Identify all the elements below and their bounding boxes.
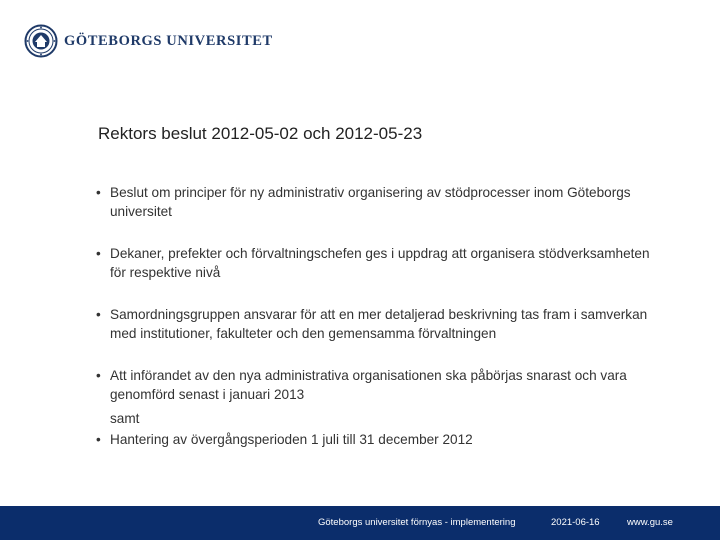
logo-text: GÖTEBORGS UNIVERSITET — [64, 32, 273, 49]
footer-date: 2021-06-16 — [551, 517, 600, 528]
university-logo — [24, 20, 273, 62]
bullet-list — [94, 183, 654, 449]
slide-title: Rektors beslut 2012-05-02 och 2012-05-23 — [98, 124, 423, 143]
bullet-marker: • — [96, 432, 101, 447]
footer-url[interactable]: www.gu.se — [627, 517, 673, 528]
footer-title: Göteborgs universitet förnyas - implementering — [318, 517, 516, 528]
bullet-item — [94, 366, 654, 428]
bullet-continuation: samt — [110, 411, 140, 426]
bullet-marker: • — [96, 368, 101, 383]
bullet-marker: • — [96, 246, 101, 261]
bullet-item — [94, 183, 654, 221]
bullet-text: Dekaner, prefekter och förvaltningschefen ges i uppdrag att organisera stödverksamheten för respektive nivå — [110, 246, 650, 280]
bullet-marker: • — [96, 307, 101, 322]
bullet-marker: • — [96, 185, 101, 200]
bullet-text: Att införandet av den nya administrativa organisationen ska påbörjas snarast och vara genomförd senast i januari 2013 — [110, 368, 627, 402]
bullet-item — [94, 430, 654, 449]
bullet-text: Hantering av övergångsperioden 1 juli till 31 december 2012 — [110, 432, 473, 447]
footer-bar — [0, 506, 720, 540]
bullet-text: Samordningsgruppen ansvarar för att en mer detaljerad beskrivning tas fram i samverkan med institutioner, fakulteter och den gemensamma förvaltningen — [110, 307, 648, 341]
bullet-item — [94, 244, 654, 282]
bullet-item — [94, 305, 654, 343]
bullet-text: Beslut om principer för ny administrativ organisering av stödprocesser inom Göteborgs universitet — [110, 185, 631, 219]
university-seal-icon — [24, 24, 58, 58]
